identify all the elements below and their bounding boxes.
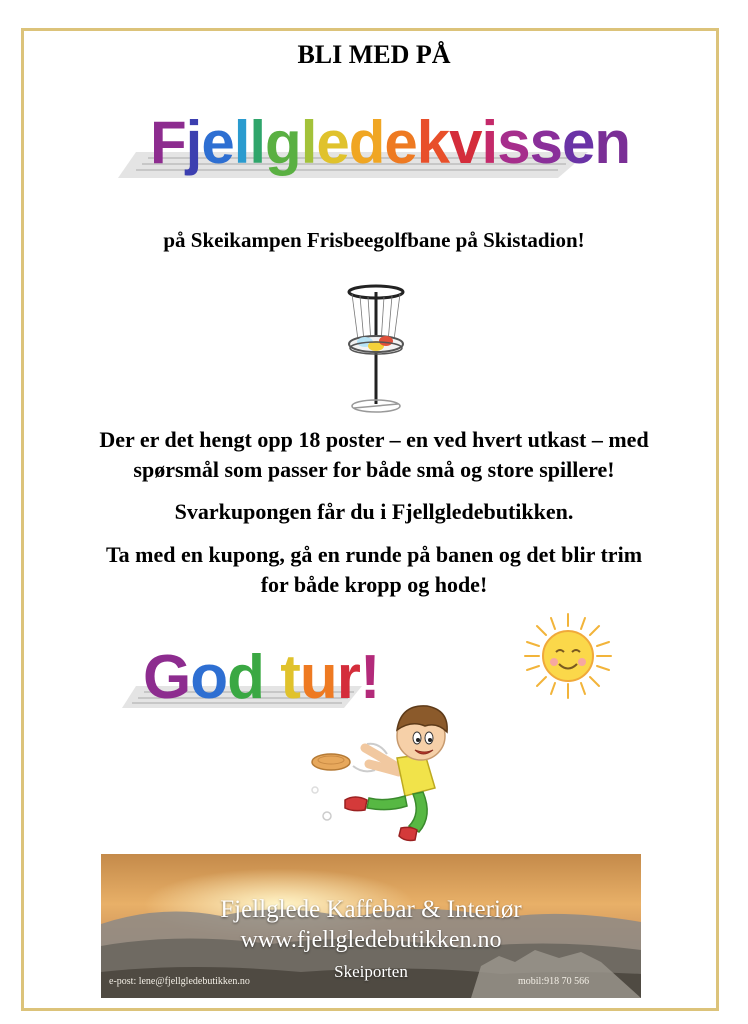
banner-store-name: Fjellglede Kaffebar & Interiør xyxy=(220,896,522,923)
title-letter: F xyxy=(150,109,186,176)
paragraph-coupon: Svarkupongen får du i Fjellgledebutikken. xyxy=(174,499,574,524)
title-letter: l xyxy=(300,109,317,176)
title-letter: j xyxy=(185,109,202,176)
title-letter: e xyxy=(384,109,417,176)
god-tur-letter: ! xyxy=(359,643,380,712)
god-tur-letter: G xyxy=(143,643,191,712)
disc-golf-basket-icon xyxy=(336,282,416,418)
title-letter: v xyxy=(449,109,482,176)
title-letter: e xyxy=(561,109,595,176)
title-letter: e xyxy=(316,109,349,176)
paragraph-round-line2: for både kropp og hode! xyxy=(260,572,488,597)
god-tur-letter: o xyxy=(190,643,228,712)
poster-heading: BLI MED PÅ xyxy=(297,40,451,69)
title-letter: i xyxy=(481,109,498,176)
paragraph-posters-line2: spørsmål som passer for både små og store spillere! xyxy=(133,457,615,482)
title-letter: g xyxy=(265,109,301,176)
title-letter: l xyxy=(233,109,250,176)
title-letter: s xyxy=(529,109,562,176)
banner-email[interactable]: e-post: lene@fjellgledebutikken.no xyxy=(109,976,250,987)
paragraph-posters-line1: Der er det hengt opp 18 poster – en ved hvert utkast – med xyxy=(99,427,649,452)
banner-website-link[interactable]: www.fjellgledebutikken.no xyxy=(240,927,502,953)
event-title xyxy=(150,108,630,177)
banner-location: Skeiporten xyxy=(334,962,408,981)
god-tur-letter: r xyxy=(336,643,360,712)
store-banner xyxy=(101,854,641,998)
title-letter: l xyxy=(249,109,266,176)
paragraph-round-line1: Ta med en kupong, gå en runde på banen og det blir trim xyxy=(105,542,643,567)
banner-phone: mobil:918 70 566 xyxy=(518,976,590,987)
title-letter: d xyxy=(348,109,385,176)
paragraph-round xyxy=(0,540,748,600)
god-tur-letter: t xyxy=(280,643,300,712)
boy-throwing-frisbee-icon xyxy=(305,700,475,850)
title-letter: e xyxy=(201,109,234,176)
title-letter: n xyxy=(594,109,630,176)
god-tur-letter: u xyxy=(299,643,337,712)
god-tur-letter: d xyxy=(227,643,264,712)
god-tur-letter xyxy=(264,643,280,712)
title-letter: s xyxy=(497,109,530,176)
paragraph-posters xyxy=(0,425,748,485)
title-letter: k xyxy=(416,109,450,176)
location-text: på Skeikampen Frisbeegolfbane på Skistadion! xyxy=(163,228,585,252)
smiling-sun-icon xyxy=(513,610,623,702)
